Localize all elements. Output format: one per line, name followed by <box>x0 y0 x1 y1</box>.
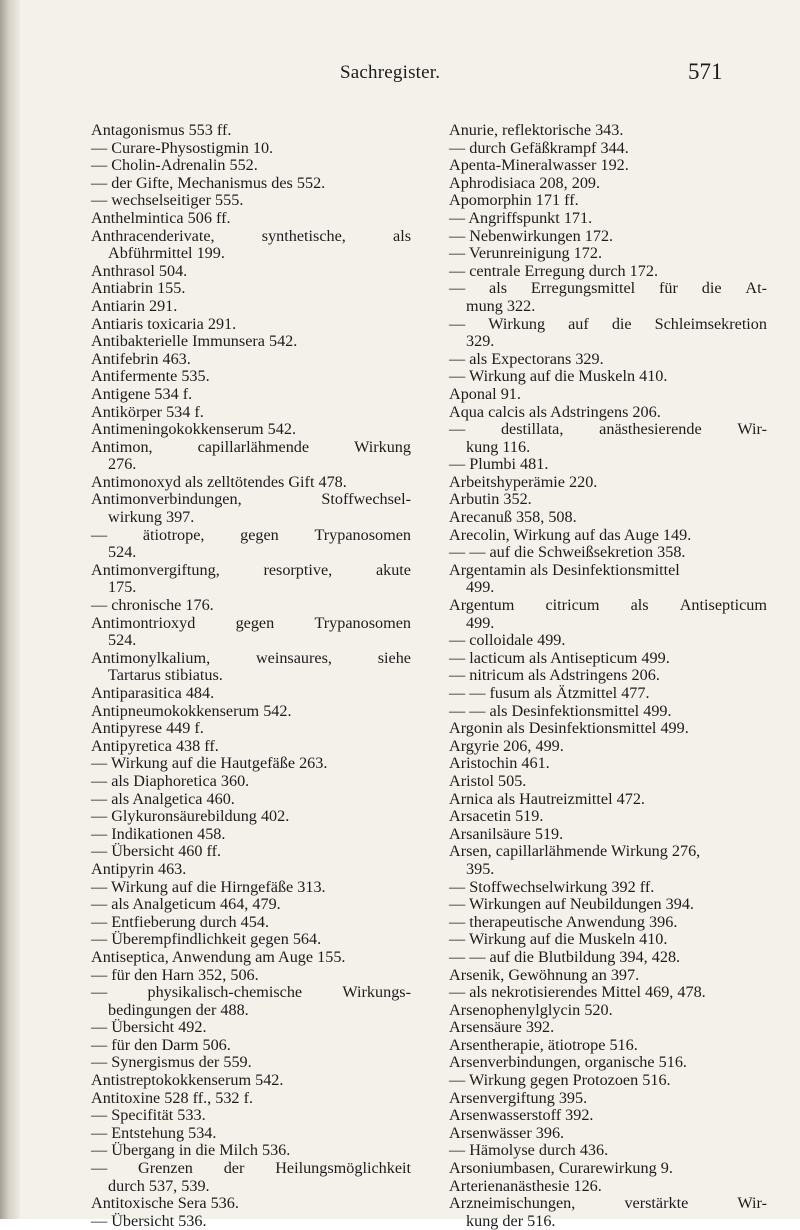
index-entry: Arzneimischungen, verstärkte Wir- <box>449 1194 767 1213</box>
index-entry: — Entfieberung durch 454. <box>91 912 270 931</box>
index-entry-continuation: Abführmittel 199. <box>108 244 225 263</box>
index-entry: — Glykuronsäurebildung 402. <box>91 807 290 826</box>
index-entry: Anthelmintica 506 ff. <box>91 208 231 227</box>
index-entry: — Cholin-Adrenalin 552. <box>91 156 258 175</box>
index-entry: Arsenverbindungen, organische 516. <box>449 1053 687 1072</box>
index-entry: Argyrie 206, 499. <box>449 736 564 755</box>
index-entry: — Curare-Physostigmin 10. <box>91 138 274 157</box>
index-entry: Arecolin, Wirkung auf das Auge 149. <box>449 525 692 544</box>
index-entry-continuation: 499. <box>466 613 495 632</box>
index-entry: — colloidale 499. <box>449 631 566 650</box>
index-entry: Arnica als Hautreizmittel 472. <box>449 789 645 808</box>
index-entry: Antiarin 291. <box>91 296 178 315</box>
index-entry: Arbutin 352. <box>449 490 532 509</box>
index-entry: Argentum citricum als Antisepticum <box>449 596 767 615</box>
index-entry: Antipyrin 463. <box>91 859 187 878</box>
index-entry: Aponal 91. <box>449 384 521 403</box>
index-entry: Antipneumokokkenserum 542. <box>91 701 292 720</box>
index-entry: Arterienanästhesie 126. <box>449 1176 602 1195</box>
index-entry: — Wirkung auf die Hirngefäße 313. <box>91 877 326 896</box>
index-entry: Arsoniumbasen, Curarewirkung 9. <box>449 1159 673 1178</box>
page-binding-edge <box>0 0 20 1219</box>
index-entry-continuation: 524. <box>108 543 137 562</box>
index-entry: Antimon, capillarlähmende Wirkung <box>91 437 411 456</box>
index-entry: Antimonvergiftung, resorptive, akute <box>91 560 411 579</box>
index-entry: — — als Desinfektionsmittel 499. <box>449 701 672 720</box>
index-entry: Aphrodisiaca 208, 209. <box>449 173 601 192</box>
index-entry: — Indikationen 458. <box>91 824 226 843</box>
index-entry: — nitricum als Adstringens 206. <box>449 666 660 685</box>
index-entry: Antiparasitica 484. <box>91 684 215 702</box>
running-title: Sachregister. <box>340 62 441 83</box>
index-entry: Aqua calcis als Adstringens 206. <box>449 402 661 421</box>
index-entry-continuation: 329. <box>466 332 495 351</box>
index-entry-continuation: 276. <box>108 455 137 474</box>
index-entry: Antitoxische Sera 536. <box>91 1194 239 1213</box>
index-entry: — physikalisch-chemische Wirkungs- <box>91 983 411 1002</box>
index-entry: — ätiotrope, gegen Trypanosomen <box>91 525 411 544</box>
index-entry: Antipyrese 449 f. <box>91 719 204 738</box>
index-entry: — Übersicht 492. <box>91 1018 207 1037</box>
index-entry: Arsacetin 519. <box>449 807 544 826</box>
index-entry: Arsenvergiftung 395. <box>449 1088 588 1107</box>
index-entry: Antifebrin 463. <box>91 349 191 368</box>
index-entry-continuation: 175. <box>108 578 137 597</box>
index-entry: Antipyretica 438 ff. <box>91 736 219 755</box>
index-entry: — Angriffspunkt 171. <box>449 208 593 227</box>
index-entry: — Wirkung auf die Muskeln 410. <box>449 367 668 386</box>
index-entry: Aristochin 461. <box>449 754 550 773</box>
index-entry-continuation: 395. <box>466 859 495 878</box>
index-entry: — als Analgeticum 464, 479. <box>91 895 281 914</box>
index-entry: — Wirkung auf die Schleimsekretion <box>449 314 767 333</box>
index-entry: — Stoffwechselwirkung 392 ff. <box>449 877 655 896</box>
index-entry: — Hämolyse durch 436. <box>449 1141 609 1160</box>
running-head <box>0 59 800 86</box>
index-entry: Anthracenderivate, synthetische, als <box>91 226 411 245</box>
index-entry: — als Diaphoretica 360. <box>91 771 250 790</box>
index-entry: Arsenophenylglycin 520. <box>449 1000 613 1019</box>
index-entry: — Übergang in die Milch 536. <box>91 1141 291 1160</box>
index-entry: Apomorphin 171 ff. <box>449 191 579 210</box>
index-entry: — Verunreinigung 172. <box>449 244 603 263</box>
index-entry: Antiaris toxicaria 291. <box>91 314 237 333</box>
index-entry: Antifermente 535. <box>91 367 210 386</box>
index-entry: — Entstehung 534. <box>91 1123 217 1142</box>
index-entry: — Wirkung auf die Muskeln 410. <box>449 930 668 949</box>
index-entry-continuation: 524. <box>108 631 137 650</box>
index-entry: Apenta-Mineralwasser 192. <box>449 156 629 175</box>
index-entry: Arsensäure 392. <box>449 1018 555 1037</box>
index-entry-continuation: wirkung 397. <box>108 508 195 527</box>
index-entry: — durch Gefäßkrampf 344. <box>449 138 629 157</box>
index-entry-continuation: Tartarus stibiatus. <box>108 666 223 685</box>
index-entry: Anurie, reflektorische 343. <box>449 121 624 139</box>
index-entry: Antimonverbindungen, Stoffwechsel- <box>91 490 411 509</box>
index-entry: — als Analgetica 460. <box>91 789 235 808</box>
index-entry: — Grenzen der Heilungsmöglichkeit <box>91 1159 411 1178</box>
index-entry: — lacticum als Antisepticum 499. <box>449 648 670 667</box>
index-entry: Antiabrin 155. <box>91 279 186 298</box>
index-entry: Antimontrioxyd gegen Trypanosomen <box>91 613 411 632</box>
index-entry: — Übersicht 536. <box>91 1211 207 1230</box>
index-entry-continuation: mung 322. <box>466 296 536 315</box>
index-entry: Argonin als Desinfektionsmittel 499. <box>449 719 689 738</box>
index-entry: — Wirkung gegen Protozoen 516. <box>449 1071 671 1090</box>
index-entry-continuation: 499. <box>466 578 495 597</box>
index-entry-continuation: kung der 516. <box>466 1211 556 1230</box>
index-entry: — der Gifte, Mechanismus des 552. <box>91 173 326 192</box>
index-entry: — wechselseitiger 555. <box>91 191 244 210</box>
index-entry: — als Expectorans 329. <box>449 349 604 368</box>
index-entry: Antimonoxyd als zelltötendes Gift 478. <box>91 472 347 491</box>
index-entry-continuation: bedingungen der 488. <box>108 1000 249 1019</box>
index-entry: Aristol 505. <box>449 771 527 790</box>
index-entry: Argentamin als Desinfektionsmittel <box>449 560 680 579</box>
index-entry: Arecanuß 358, 508. <box>449 508 577 527</box>
index-entry-continuation: kung 116. <box>466 437 531 456</box>
index-entry: Antigene 534 f. <box>91 384 193 403</box>
index-entry: Antikörper 534 f. <box>91 402 204 421</box>
index-entry: Antimonylkalium, weinsaures, siehe <box>91 648 411 667</box>
index-entry: — Nebenwirkungen 172. <box>449 226 614 245</box>
index-entry: Antistreptokokkenserum 542. <box>91 1071 284 1090</box>
index-entry: Arsentherapie, ätiotrope 516. <box>449 1035 638 1054</box>
index-entry: Antagonismus 553 ff. <box>91 121 232 139</box>
index-column-right <box>449 122 767 1230</box>
index-entry: Arbeitshyperämie 220. <box>449 472 598 491</box>
index-entry: — — fusum als Ätzmittel 477. <box>449 684 650 702</box>
index-entry: — Specifität 533. <box>91 1106 206 1125</box>
index-entry: — destillata, anästhesierende Wir- <box>449 420 767 439</box>
index-entry: — — auf die Blutbildung 394, 428. <box>449 947 681 966</box>
index-entry: Arsenwasserstoff 392. <box>449 1106 594 1125</box>
index-entry: Arsenik, Gewöhnung an 397. <box>449 965 640 984</box>
index-entry: Antimeningokokkenserum 542. <box>91 420 297 439</box>
index-column-left <box>91 122 411 1230</box>
index-entry: — als nekrotisierendes Mittel 469, 478. <box>449 983 706 1002</box>
index-entry: Arsen, capillarlähmende Wirkung 276, <box>449 842 701 861</box>
index-entry: — Synergismus der 559. <box>91 1053 252 1072</box>
index-entry: — Plumbi 481. <box>449 455 549 474</box>
index-entry: Arsanilsäure 519. <box>449 824 564 843</box>
index-entry-continuation: durch 537, 539. <box>108 1176 210 1195</box>
page-number: 571 <box>688 59 723 84</box>
index-entry: — — auf die Schweißsekretion 358. <box>449 543 686 562</box>
index-entry: — als Erregungsmittel für die At- <box>449 279 767 298</box>
index-entry: Anthrasol 504. <box>91 261 188 280</box>
index-entry: — chronische 176. <box>91 596 214 615</box>
index-entry: — für den Harn 352, 506. <box>91 965 259 984</box>
index-entry: — Übersicht 460 ff. <box>91 842 222 861</box>
index-entry: — Überempfindlichkeit gegen 564. <box>91 930 322 949</box>
index-entry: Antiseptica, Anwendung am Auge 155. <box>91 947 346 966</box>
index-entry: Antibakterielle Immunsera 542. <box>91 332 298 351</box>
index-entry: — centrale Erregung durch 172. <box>449 261 659 280</box>
index-entry: — Wirkung auf die Hautgefäße 263. <box>91 754 328 773</box>
index-entry: — für den Darm 506. <box>91 1035 231 1054</box>
index-entry: — therapeutische Anwendung 396. <box>449 912 678 931</box>
index-entry: — Wirkungen auf Neubildungen 394. <box>449 895 694 914</box>
index-entry: Antitoxine 528 ff., 532 f. <box>91 1088 254 1107</box>
index-entry: Arsenwässer 396. <box>449 1123 565 1142</box>
